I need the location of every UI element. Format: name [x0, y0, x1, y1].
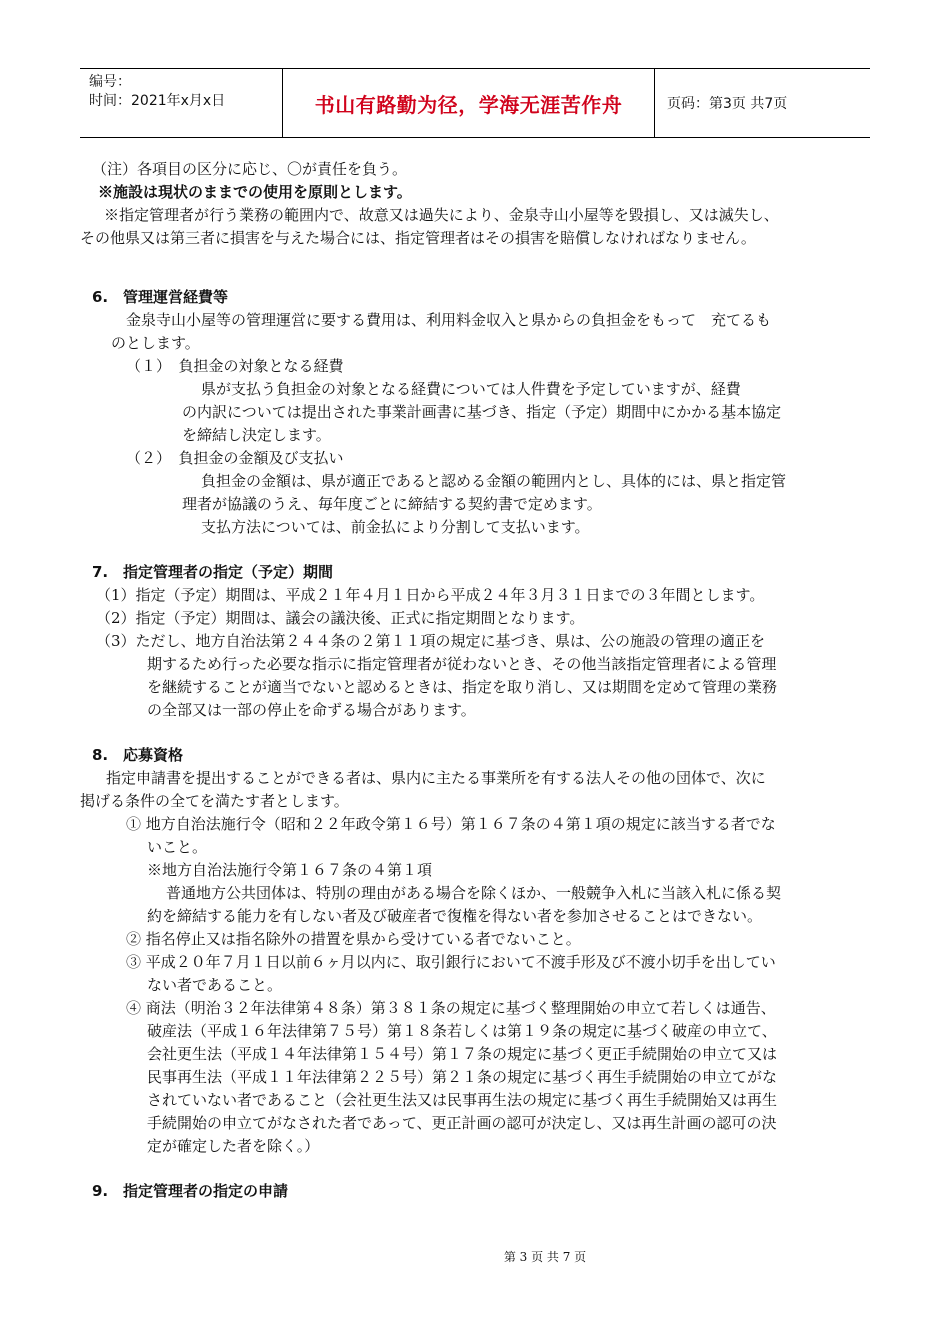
section-7-number: 7.	[92, 563, 109, 581]
s8-intro-line-1: 指定申請書を提出することができる者は、県内に主たる事業所を有する法人その他の団体で、次に	[106, 769, 766, 787]
section-6-title: 管理運営経費等	[123, 288, 229, 306]
section-8-number: 8.	[92, 746, 109, 764]
section-9-title: 指定管理者の指定の申請	[123, 1182, 289, 1200]
header-page-info: 页码：第3页 共7页	[667, 96, 788, 112]
s8-cond-1-note-line-2: 約を締結する能力を有しない者及び破産者で復権を得ない者を参加させることはできない。	[147, 907, 763, 925]
section-7-heading	[80, 561, 872, 584]
s6-sub2-line-3: 支払方法については、前金払により分割して支払います。	[201, 518, 590, 536]
s8-cond-4-line-4: 民事再生法（平成１１年法律第２２５号）第２１条の規定に基づく再生手続開始の申立てがな	[147, 1068, 778, 1086]
s8-cond-4-line-7: 定が確定した者を除く。）	[147, 1137, 320, 1155]
s6-sub2-line-1: 負担金の金額は、県が適正であると認める金額の範囲内とし、具体的には、県と指定管	[201, 472, 787, 490]
s6-sub1-line-3: を締結し決定します。	[182, 426, 331, 444]
section-8-title: 応募資格	[123, 746, 184, 764]
s8-cond-1-line-2: いこと。	[147, 838, 208, 856]
s6-paragraph-line-1: 金泉寺山小屋等の管理運営に要する費用は、利用料金収入と県からの負担金をもって 充てるも	[126, 311, 772, 329]
s8-cond-3-line-2: ない者であること。	[147, 976, 283, 994]
s8-cond-4-line-1: ④ 商法（明治３２年法律第４８条）第３８１条の規定に基づく整理開始の申立て若しくは通告、	[126, 999, 776, 1017]
s7-item-3-line-2: 期するため行った必要な指示に指定管理者が従わないとき、その他当該指定管理者による管理	[147, 655, 777, 673]
s7-item-3-line-1: （3）ただし、地方自治法第２４４条の２第１１項の規定に基づき、県は、公の施設の管理の適正を	[96, 632, 765, 650]
s8-cond-1-note-title: ※地方自治法施行令第１６７条の４第１項	[147, 861, 433, 879]
s8-cond-4-line-2: 破産法（平成１６年法律第７５号）第１８条若しくは第１９条の規定に基づく破産の申立て、	[147, 1022, 777, 1040]
s8-cond-2: ② 指名停止又は指名除外の措置を県から受けている者でないこと。	[126, 930, 581, 948]
s6-sub1-label: （１） 負担金の対象となる経費	[126, 357, 344, 375]
section-9-number: 9.	[92, 1182, 109, 1200]
header-motto: 书山有路勤为径，学海无涯苦作舟	[283, 69, 655, 137]
document-body	[80, 158, 872, 1203]
s8-cond-3-line-1: ③ 平成２０年７月１日以前６ヶ月以内に、取引銀行において不渡手形及び不渡小切手を出してい	[126, 953, 776, 971]
s8-cond-4-line-6: 手続開始の申立てがなされた者であって、更正計画の認可が決定し、又は再生計画の認可の決	[147, 1114, 777, 1132]
s8-intro-line-2: 掲げる条件の全てを満たす者とします。	[80, 792, 349, 810]
s6-sub1-line-1: 県が支払う負担金の対象となる経費については人件費を予定していますが、経費	[201, 380, 741, 398]
section-9-heading	[80, 1180, 872, 1203]
page-footer: 第 3 页 共 7 页	[503, 1250, 587, 1264]
s8-cond-1-line-1: ① 地方自治法施行令（昭和２２年政令第１６号）第１６７条の４第１項の規定に該当する者でな	[126, 815, 776, 833]
header-date-label: 时间：2021年x月x日	[89, 93, 226, 109]
header-meta	[80, 69, 283, 137]
s7-item-1: （1）指定（予定）期間は、平成２１年４月１日から平成２４年３月３１日までの３年間とします。	[96, 586, 765, 604]
s6-sub2-line-2: 理者が協議のうえ、毎年度ごとに締結する契約書で定めます。	[182, 495, 602, 513]
note-text: （注）各項目の区分に応じ、〇が責任を負う。	[92, 160, 408, 178]
liability-line-2: その他県又は第三者に損害を与えた場合には、指定管理者はその損害を賠償しなければなりません。	[80, 229, 756, 247]
liability-line-1: ※指定管理者が行う業務の範囲内で、故意又は過失により、金泉寺山小屋等を毀損し、又は滅失し、	[104, 206, 779, 224]
s7-item-3-line-3: を継続することが適当でないと認めるときは、指定を取り消し、又は期間を定めて管理の業務	[147, 678, 778, 696]
s8-cond-4-line-5: されていない者であること（会社更生法又は民事再生法の規定に基づく再生手続開始又は再生	[147, 1091, 778, 1109]
s6-sub1-line-2: の内訳については提出された事業計画書に基づき、指定（予定）期間中にかかる基本協定	[182, 403, 782, 421]
header-number-label: 编号：	[89, 74, 131, 90]
s7-item-3-line-4: の全部又は一部の停止を命ずる場合があります。	[147, 701, 476, 719]
section-8-heading	[80, 744, 872, 767]
s6-paragraph-line-2: のとします。	[111, 334, 200, 352]
s6-sub2-label: （２） 負担金の金額及び支払い	[126, 449, 344, 467]
section-6-number: 6.	[92, 288, 109, 306]
document-header	[80, 68, 870, 138]
note-bold-text: ※施設は現状のままでの使用を原則とします。	[98, 183, 412, 201]
section-6-heading	[80, 286, 872, 309]
s8-cond-1-note-line-1: 普通地方公共団体は、特別の理由がある場合を除くほか、一般競争入札に当該入札に係る契	[166, 884, 782, 902]
s8-cond-4-line-3: 会社更生法（平成１４年法律第１５４号）第１７条の規定に基づく更正手続開始の申立て又は	[147, 1045, 778, 1063]
s7-item-2: （2）指定（予定）期間は、議会の議決後、正式に指定期間となります。	[96, 609, 585, 627]
section-7-title: 指定管理者の指定（予定）期間	[123, 563, 334, 581]
